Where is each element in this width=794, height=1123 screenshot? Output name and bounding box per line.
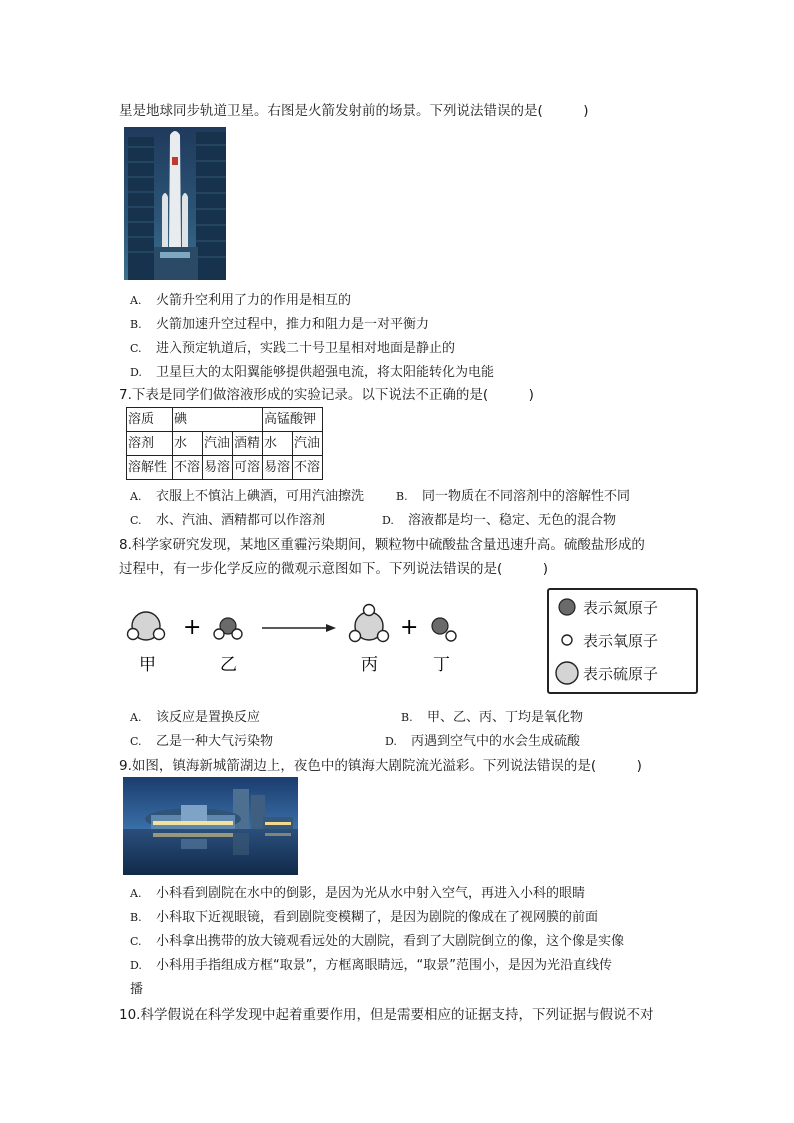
q9-option-c: C. 小科拿出携带的放大镜观看远处的大剧院，看到了大剧院倒立的像，这个像是实像 xyxy=(130,934,625,949)
sulfur-atom-icon xyxy=(556,662,578,684)
label-yi: 乙 xyxy=(220,655,237,675)
molecule-bing xyxy=(350,605,389,642)
table-cell: 溶质 xyxy=(127,408,173,432)
atom-legend xyxy=(547,588,698,694)
oxygen-atom-icon xyxy=(562,635,572,645)
table-cell: 不溶 xyxy=(293,456,323,480)
q6-option-b: B. 火箭加速升空过程中，推力和阻力是一对平衡力 xyxy=(130,317,430,332)
q6-stem: 星是地球同步轨道卫星。右图是火箭发射前的场景。下列说法错误的是( ) xyxy=(119,103,589,119)
molecule-ding xyxy=(432,618,456,641)
theatre-night-photo xyxy=(123,777,298,875)
table-cell: 易溶 xyxy=(263,456,293,480)
q9-stem: 9.如图，镇海新城箭湖边上，夜色中的镇海大剧院流光溢彩。下列说法错误的是( ) xyxy=(119,758,642,774)
table-cell: 水 xyxy=(173,432,203,456)
q8-option-b: B. 甲、乙、丙、丁均是氧化物 xyxy=(401,710,584,725)
table-row xyxy=(127,432,323,456)
legend-sulfur: 表示硫原子 xyxy=(583,665,659,683)
arrow-head-icon xyxy=(326,624,336,632)
rocket-launch-photo xyxy=(124,127,226,280)
table-row xyxy=(127,408,323,432)
q7-option-c: C. 水、汽油、酒精都可以作溶剂 xyxy=(130,513,326,528)
label-bing: 丙 xyxy=(361,655,378,675)
q7-option-a: A. 衣服上不慎沾上碘酒，可用汽油擦洗 xyxy=(130,489,365,504)
table-cell: 碘 xyxy=(173,408,263,432)
table-cell: 溶剂 xyxy=(127,432,173,456)
table-cell: 水 xyxy=(263,432,293,456)
q6-option-a: A. 火箭升空利用了力的作用是相互的 xyxy=(130,293,352,308)
q9-option-a: A. 小科看到剧院在水中的倒影，是因为光从水中射入空气，再进入小科的眼睛 xyxy=(130,886,586,901)
q8-option-d: D. 丙遇到空气中的水会生成硫酸 xyxy=(385,734,581,749)
table-cell: 溶解性 xyxy=(127,456,173,480)
table-cell: 高锰酸钾 xyxy=(263,408,323,432)
plus-sign-1: + xyxy=(183,615,202,640)
table-cell: 易溶 xyxy=(203,456,233,480)
label-jia: 甲 xyxy=(139,655,156,675)
q9-option-d-continued: 播 xyxy=(130,982,144,997)
q6-option-d: D. 卫星巨大的太阳翼能够提供超强电流，将太阳能转化为电能 xyxy=(130,365,495,380)
q6-option-c: C. 进入预定轨道后，实践二十号卫星相对地面是静止的 xyxy=(130,341,456,356)
legend-nitrogen: 表示氮原子 xyxy=(583,599,659,617)
table-cell: 酒精 xyxy=(233,432,263,456)
molecule-jia xyxy=(128,612,165,640)
q7-stem: 7.下表是同学们做溶液形成的实验记录。以下说法不正确的是( ) xyxy=(119,387,534,403)
table-cell: 不溶 xyxy=(173,456,203,480)
table-cell: 可溶 xyxy=(233,456,263,480)
table-cell: 汽油 xyxy=(293,432,323,456)
q9-option-b: B. 小科取下近视眼镜，看到剧院变模糊了，是因为剧院的像成在了视网膜的前面 xyxy=(130,910,599,925)
q8-option-a: A. 该反应是置换反应 xyxy=(130,710,261,725)
q8-stem-line1: 8.科学家研究发现，某地区重霾污染期间，颗粒物中硫酸盐含量迅速升高。硫酸盐形成的 xyxy=(119,537,645,553)
q7-option-d: D. 溶液都是均一、稳定、无色的混合物 xyxy=(382,513,617,528)
table-row xyxy=(127,456,323,480)
solubility-table xyxy=(126,407,323,480)
table-cell: 汽油 xyxy=(203,432,233,456)
q10-stem: 10.科学假说在科学发现中起着重要作用，但是需要相应的证据支持，下列证据与假说不对 xyxy=(119,1007,654,1023)
molecule-yi xyxy=(214,618,242,639)
q9-option-d: D. 小科用手指组成方框“取景”，方框离眼睛远，“取景”范围小，是因为光沿直线传 xyxy=(130,958,612,973)
plus-sign-2: + xyxy=(400,615,419,640)
nitrogen-atom-icon xyxy=(559,599,575,615)
q7-option-b: B. 同一物质在不同溶剂中的溶解性不同 xyxy=(396,489,631,504)
reaction-diagram xyxy=(120,598,530,678)
q8-stem-line2: 过程中，有一步化学反应的微观示意图如下。下列说法错误的是( ) xyxy=(119,561,549,577)
label-ding: 丁 xyxy=(433,655,450,675)
legend-oxygen: 表示氧原子 xyxy=(583,632,659,650)
q8-option-c: C. 乙是一种大气污染物 xyxy=(130,734,274,749)
